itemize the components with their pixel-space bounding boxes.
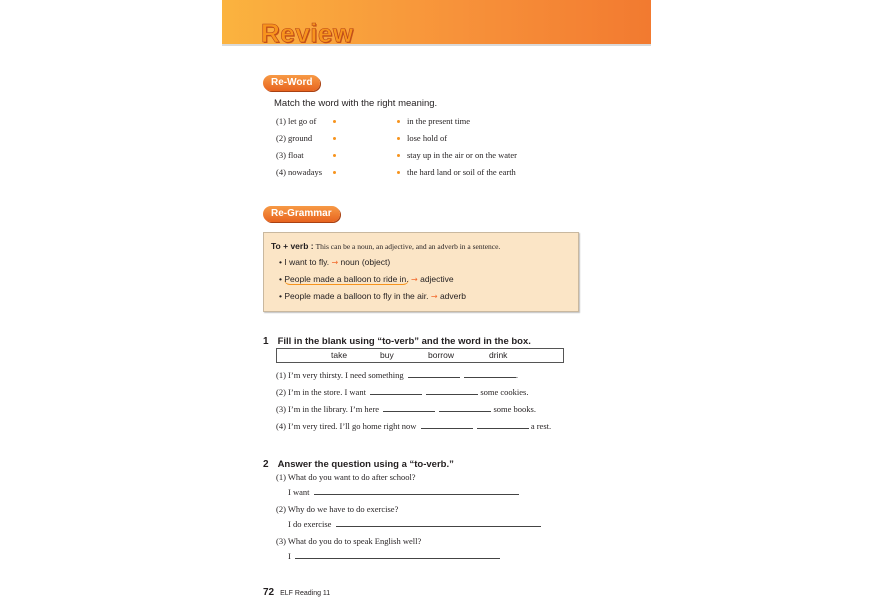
q1-item-1-end: .	[515, 370, 518, 380]
meaning-3: stay up in the air or on the water	[407, 150, 517, 160]
q1-item-3-text: (3) I’m in the library. I’m here	[276, 404, 380, 414]
meaning-4: the hard land or soil of the earth	[407, 167, 516, 177]
word-3: (3) float	[276, 150, 304, 160]
q1-item-1-text: (1) I’m very thirsty. I need something	[276, 370, 404, 380]
meaning-2: lose hold of	[407, 133, 448, 143]
q1-item-1	[276, 370, 518, 380]
answer-line[interactable]	[314, 487, 519, 495]
q1-item-4-text: (4) I’m very tired. I’ll go home right now	[276, 421, 417, 431]
bullet: •	[279, 274, 282, 284]
match-dot-word-1[interactable]	[333, 120, 336, 123]
grammar-box	[263, 232, 579, 312]
match-dot-word-2[interactable]	[333, 137, 336, 140]
match-dot-meaning-1[interactable]	[397, 120, 400, 123]
q2-instruction: Answer the question using a “to-verb.”	[277, 459, 454, 470]
page-title: Review	[261, 18, 354, 48]
grammar-example-2	[279, 274, 454, 284]
grammar-heading	[271, 241, 500, 251]
q1-item-2	[276, 387, 528, 397]
word-1: (1) let go of	[276, 116, 317, 126]
q2-answer-3	[288, 551, 500, 561]
match-dot-word-4[interactable]	[333, 171, 336, 174]
blank-field[interactable]	[439, 404, 491, 412]
example-3-result: adverb	[439, 291, 466, 301]
blank-field[interactable]	[421, 421, 473, 429]
match-dot-meaning-2[interactable]	[397, 137, 400, 140]
page-footer	[263, 582, 330, 600]
blank-field[interactable]	[383, 404, 435, 412]
re-word-label: Re-Word	[263, 75, 320, 91]
box-word-buy: buy	[380, 350, 394, 360]
answer-line[interactable]	[295, 551, 500, 559]
q1-item-3	[276, 404, 536, 414]
q1-heading	[263, 331, 531, 349]
page-number: 72	[263, 587, 275, 598]
book-title: ELF Reading 11	[280, 590, 331, 597]
q1-item-4	[276, 421, 551, 431]
q2-answer-1-start: I want	[288, 487, 310, 497]
q1-item-2-text: (2) I’m in the store. I want	[276, 387, 366, 397]
q2-heading	[263, 454, 454, 472]
bullet: •	[279, 291, 282, 301]
q2-question-1: (1) What do you want to do after school?	[276, 472, 416, 482]
blank-field[interactable]	[477, 421, 529, 429]
q2-question-3: (3) What do you do to speak English well?	[276, 536, 422, 546]
word-2: (2) ground	[276, 133, 313, 143]
match-dot-meaning-4[interactable]	[397, 171, 400, 174]
q2-question-2: (2) Why do we have to do exercise?	[276, 504, 399, 514]
blank-field[interactable]	[464, 370, 516, 378]
match-dot-meaning-3[interactable]	[397, 154, 400, 157]
q2-number: 2	[263, 459, 269, 470]
review-header-banner	[222, 0, 651, 46]
meaning-1: in the present time	[407, 116, 471, 126]
example-3-text: People made a balloon to fly in the air.	[284, 291, 429, 301]
arrow-icon: →	[430, 292, 438, 301]
bullet: •	[279, 257, 282, 267]
example-1-text: I want to fly.	[284, 257, 330, 267]
q1-number: 1	[263, 336, 269, 347]
blank-field[interactable]	[408, 370, 460, 378]
answer-line[interactable]	[336, 519, 541, 527]
q1-item-3-end: some books.	[493, 404, 536, 414]
blank-field[interactable]	[426, 387, 478, 395]
example-2-result: adjective	[420, 274, 454, 284]
box-word-take: take	[331, 350, 348, 360]
q2-answer-2	[288, 519, 541, 529]
grammar-title: To + verb :	[271, 241, 314, 251]
match-dot-word-3[interactable]	[333, 154, 336, 157]
re-grammar-label: Re-Grammar	[263, 206, 340, 222]
example-2-text: People made a balloon to ride in.	[284, 274, 409, 284]
q1-item-2-end: some cookies.	[480, 387, 529, 397]
word-box	[276, 348, 564, 363]
q1-instruction: Fill in the blank using “to-verb” and the word in the box.	[277, 336, 531, 347]
arrow-icon: →	[331, 258, 339, 267]
grammar-example-1	[279, 257, 390, 267]
box-word-borrow: borrow	[428, 350, 454, 360]
q1-item-4-end: a rest.	[530, 421, 552, 431]
q2-answer-1	[288, 487, 519, 497]
q2-answer-2-start: I do exercise	[288, 519, 332, 529]
grammar-example-3	[279, 291, 466, 301]
re-word-instruction: Match the word with the right meaning.	[274, 98, 438, 109]
box-word-drink: drink	[489, 350, 508, 360]
arrow-icon: →	[411, 275, 418, 284]
blank-field[interactable]	[370, 387, 422, 395]
word-4: (4) nowadays	[276, 167, 323, 177]
grammar-description: This can be a noun, an adjective, and an adverb in a sentence.	[315, 242, 501, 251]
q2-answer-3-start: I	[288, 551, 291, 561]
example-1-result: noun (object)	[340, 257, 391, 267]
